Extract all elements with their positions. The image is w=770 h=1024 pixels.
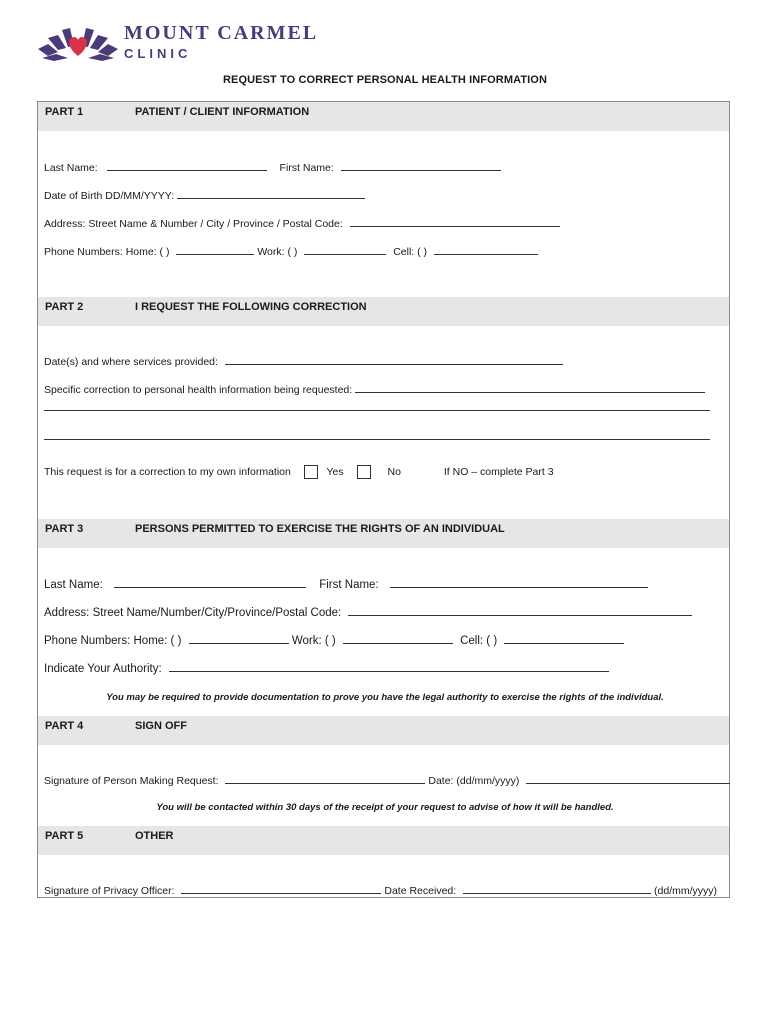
part1-header xyxy=(38,102,729,131)
cell-phone-field[interactable] xyxy=(434,245,538,255)
requester-signature-field[interactable] xyxy=(225,774,425,784)
part3-phone-row xyxy=(44,634,624,647)
p3-first-name-label: First Name: xyxy=(319,579,379,591)
part1-address-row xyxy=(44,217,560,230)
part2-own-row xyxy=(44,465,554,479)
part3-title: PERSONS PERMITTED TO EXERCISE THE RIGHTS OF AN INDIVIDUAL xyxy=(135,523,505,535)
officer-signature-label: Signature of Privacy Officer: xyxy=(44,885,175,897)
work-phone-field[interactable] xyxy=(304,245,386,255)
p3-home-phone-field[interactable] xyxy=(189,634,289,644)
home-phone-label: Phone Numbers: Home: ( ) xyxy=(44,246,170,258)
yes-label: Yes xyxy=(326,465,344,478)
brand-name: MOUNT CARMEL xyxy=(124,22,319,44)
document-title: REQUEST TO CORRECT PERSONAL HEALTH INFORMATION xyxy=(222,74,547,86)
p3-last-name-field[interactable] xyxy=(114,578,306,588)
specific-field[interactable] xyxy=(355,383,705,393)
p3-first-name-field[interactable] xyxy=(390,578,648,588)
own-info-label: This request is for a correction to my own information xyxy=(44,465,291,478)
part5-header xyxy=(38,826,729,855)
part2-header xyxy=(38,297,729,326)
part4-header xyxy=(38,716,729,745)
dob-field[interactable] xyxy=(177,189,365,199)
part2-number: PART 2 xyxy=(45,301,84,313)
p3-cell-phone-label: Cell: ( ) xyxy=(460,635,498,647)
address-field[interactable] xyxy=(350,217,560,227)
cell-phone-label: Cell: ( ) xyxy=(393,246,428,258)
part5-signature-row xyxy=(44,884,717,897)
last-name-field[interactable] xyxy=(107,161,267,171)
part1-number: PART 1 xyxy=(45,106,84,118)
lotus-heart-icon xyxy=(36,22,120,62)
part4-number: PART 4 xyxy=(45,720,84,732)
part3-number: PART 3 xyxy=(45,523,84,535)
date-format-label: (dd/mm/yyyy) xyxy=(654,885,718,897)
dob-label: Date of Birth DD/MM/YYYY: xyxy=(44,190,175,202)
specific-label: Specific correction to personal health information being requested: xyxy=(44,384,353,396)
p3-address-field[interactable] xyxy=(348,606,692,616)
no-label: No xyxy=(387,465,401,478)
sign-date-label: Date: (dd/mm/yyyy) xyxy=(428,775,520,787)
sign-date-field[interactable] xyxy=(526,774,730,784)
p3-last-name-label: Last Name: xyxy=(44,579,103,591)
authority-label: Indicate Your Authority: xyxy=(44,663,162,675)
work-phone-label: Work: ( ) xyxy=(257,246,298,258)
clinic-logo xyxy=(36,22,326,64)
home-phone-field[interactable] xyxy=(176,245,254,255)
authority-field[interactable] xyxy=(169,662,609,672)
p3-address-label: Address: Street Name/Number/City/Province/Postal Code: xyxy=(44,607,342,619)
correction-line-1[interactable] xyxy=(44,410,710,411)
p3-work-phone-label: Work: ( ) xyxy=(291,635,336,647)
p3-home-phone-label: Phone Numbers: Home: ( ) xyxy=(44,635,182,647)
part1-name-row xyxy=(44,161,501,174)
part4-signature-row xyxy=(44,774,730,787)
part4-title: SIGN OFF xyxy=(135,720,187,732)
authority-note: You may be required to provide documentation to prove you have the legal authority to exercise the rights of the individual. xyxy=(106,692,664,703)
part1-phone-row xyxy=(44,245,538,258)
part1-title: PATIENT / CLIENT INFORMATION xyxy=(135,106,310,118)
dates-field[interactable] xyxy=(225,355,563,365)
address-label: Address: Street Name & Number / City / Province / Postal Code: xyxy=(44,218,343,230)
part3-header xyxy=(38,519,729,548)
part3-authority-row xyxy=(44,662,609,675)
part2-dates-row xyxy=(44,355,563,368)
correction-line-2[interactable] xyxy=(44,439,710,440)
last-name-label: Last Name: xyxy=(44,162,98,174)
dates-label: Date(s) and where services provided: xyxy=(44,356,218,368)
part3-name-row xyxy=(44,578,648,591)
p3-work-phone-field[interactable] xyxy=(343,634,453,644)
yes-checkbox[interactable] xyxy=(304,465,318,479)
first-name-field[interactable] xyxy=(341,161,501,171)
contact-note: You will be contacted within 30 days of the receipt of your request to advise of how it will be handled. xyxy=(156,802,614,813)
if-no-note: If NO – complete Part 3 xyxy=(443,465,554,478)
part2-specific-row xyxy=(44,383,705,396)
p3-cell-phone-field[interactable] xyxy=(504,634,624,644)
part5-number: PART 5 xyxy=(45,830,84,842)
part2-title: I REQUEST THE FOLLOWING CORRECTION xyxy=(135,301,367,313)
officer-signature-field[interactable] xyxy=(181,884,381,894)
first-name-label: First Name: xyxy=(279,162,334,174)
part5-title: OTHER xyxy=(135,830,174,842)
date-received-field[interactable] xyxy=(463,884,651,894)
date-received-label: Date Received: xyxy=(384,885,457,897)
part1-dob-row xyxy=(44,189,365,202)
part3-address-row xyxy=(44,606,692,619)
no-checkbox[interactable] xyxy=(357,465,371,479)
brand-subname: CLINIC xyxy=(124,46,192,61)
requester-signature-label: Signature of Person Making Request: xyxy=(44,775,219,787)
